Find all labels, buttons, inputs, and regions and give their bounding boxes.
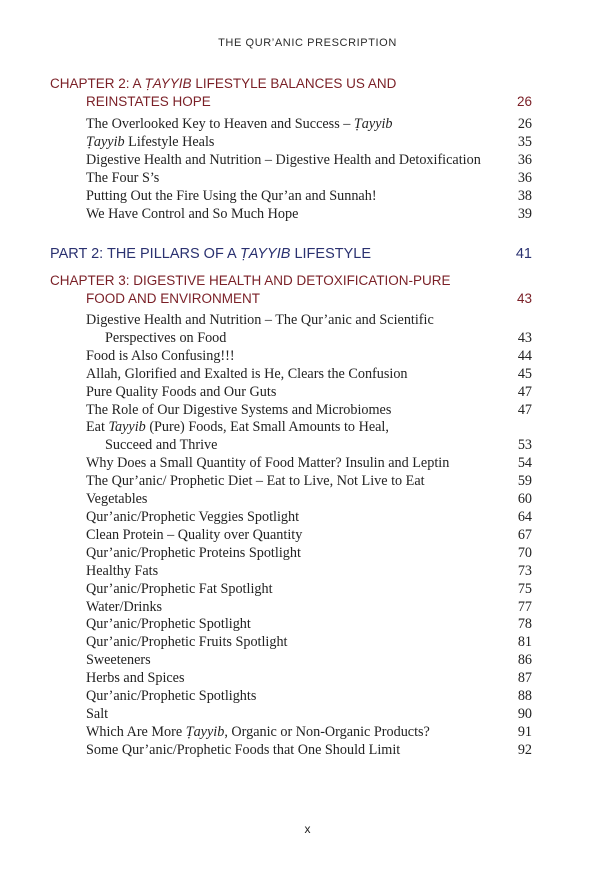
entry-page: 45 (517, 365, 532, 382)
toc-entry: Vegetables 60 (86, 491, 532, 508)
entry-page: 54 (517, 455, 532, 472)
entry-page: 35 (517, 133, 532, 150)
entry-page: 87 (517, 670, 532, 687)
part-2-title-prefix: PART 2: THE PILLARS OF A (50, 246, 240, 262)
toc-entry: Food is Also Confusing!!! 44 (86, 347, 532, 364)
entry-page: 64 (517, 508, 532, 525)
toc-entry: We Have Control and So Much Hope 39 (86, 205, 532, 222)
chapter-3-entries (86, 312, 532, 760)
toc-entry: Healthy Fats 73 (86, 562, 532, 579)
chapter-2-title-suffix: LIFESTYLE BALANCES US AND (191, 76, 397, 91)
entry-page: 70 (517, 544, 532, 561)
toc-entry: Digestive Health and Nutrition – Digestive Health and Detoxification 36 (86, 151, 532, 168)
toc-entry: Putting Out the Fire Using the Qur’an and Sunnah! 38 (86, 187, 532, 204)
chapter-2-title-line2: REINSTATES HOPE (86, 94, 211, 109)
toc-entry: Some Qur’anic/Prophetic Foods that One Should Limit 92 (86, 741, 532, 758)
toc-entry: The Four S’s 36 (86, 169, 532, 186)
chapter-2-title-italic: ṬAYYIB (144, 76, 192, 91)
running-head: THE QUR’ANIC PRESCRIPTION (218, 37, 397, 49)
toc-entry: The Role of Our Digestive Systems and Microbiomes 47 (86, 401, 532, 418)
toc-entry: Qur’anic/Prophetic Veggies Spotlight 64 (86, 508, 532, 525)
chapter-2-entries (86, 116, 532, 223)
entry-page: 91 (517, 723, 532, 740)
entry-page: 90 (517, 705, 532, 722)
toc-entry: Sweeteners 86 (86, 652, 532, 669)
entry-page: 36 (517, 151, 532, 168)
toc-entry: Why Does a Small Quantity of Food Matter? Insulin and Leptin 54 (86, 455, 532, 472)
chapter-2-heading (50, 75, 532, 111)
entry-page: 47 (517, 383, 532, 400)
toc-entry: Allah, Glorified and Exalted is He, Clears the Confusion 45 (86, 365, 532, 382)
entry-page: 36 (517, 169, 532, 186)
part-2-heading (50, 246, 532, 262)
entry-page: 67 (517, 526, 532, 543)
page-number: x (304, 822, 311, 836)
entry-page: 39 (517, 205, 532, 222)
chapter-2-page: 26 (516, 94, 532, 109)
entry-page: 75 (517, 580, 532, 597)
toc-entry: Qur’anic/Prophetic Proteins Spotlight 70 (86, 544, 532, 561)
entry-page: 77 (517, 598, 532, 615)
entry-page: 86 (517, 652, 532, 669)
entry-page: 53 (517, 437, 532, 454)
toc-entry: Clean Protein – Quality over Quantity 67 (86, 526, 532, 543)
part-2-page: 41 (515, 246, 532, 262)
entry-page: 59 (517, 473, 532, 490)
part-2-title-italic: ṬAYYIB (239, 246, 291, 262)
toc-entry: Ṭayyib Lifestyle Heals 35 (86, 133, 532, 150)
entry-page: 47 (517, 401, 532, 418)
entry-page: 88 (517, 688, 532, 705)
toc-entry: Salt 90 (86, 705, 532, 722)
toc-entry: Qur’anic/Prophetic Fat Spotlight 75 (86, 580, 532, 597)
toc-entry: Qur’anic/Prophetic Fruits Spotlight 81 (86, 634, 532, 651)
entry-page: 73 (517, 562, 532, 579)
entry-page: 26 (517, 116, 532, 132)
toc-entry: Qur’anic/Prophetic Spotlight 78 (86, 616, 532, 633)
toc-entry: Qur’anic/Prophetic Spotlights 88 (86, 688, 532, 705)
chapter-3-title-line1: CHAPTER 3: DIGESTIVE HEALTH AND DETOXIFICATION-PURE (50, 273, 451, 288)
entry-page: 43 (517, 329, 532, 346)
chapter-3-page: 43 (516, 291, 532, 306)
entry-page: 60 (517, 491, 532, 508)
toc-entry: Digestive Health and Nutrition – The Qur’anic and Scientific Perspectives on Food 43 (86, 312, 532, 346)
toc-entry: Pure Quality Foods and Our Guts 47 (86, 383, 532, 400)
toc-entry: The Qur’anic/ Prophetic Diet – Eat to Live, Not Live to Eat 59 (86, 473, 532, 490)
part-2-title-suffix: LIFESTYLE (290, 246, 372, 262)
chapter-3-title-line2: FOOD AND ENVIRONMENT (86, 291, 261, 306)
toc-entry: Herbs and Spices 87 (86, 670, 532, 687)
entry-page: 78 (517, 616, 532, 633)
toc-entry: Eat Tayyib (Pure) Foods, Eat Small Amounts to Heal, Succeed and Thrive 53 (86, 419, 532, 454)
entry-page: 92 (517, 741, 532, 758)
entry-page: 38 (517, 187, 532, 204)
entry-page: 44 (517, 347, 532, 364)
toc-entry: Which Are More Ṭayyib, Organic or Non-Organic Products? 91 (86, 723, 532, 740)
entry-page: 81 (517, 634, 532, 651)
toc-entry: Water/Drinks 77 (86, 598, 532, 615)
toc-entry: The Overlooked Key to Heaven and Success – Ṭayyib 26 (86, 116, 532, 132)
chapter-3-heading (50, 272, 532, 308)
chapter-2-title-prefix: CHAPTER 2: A (50, 76, 145, 91)
